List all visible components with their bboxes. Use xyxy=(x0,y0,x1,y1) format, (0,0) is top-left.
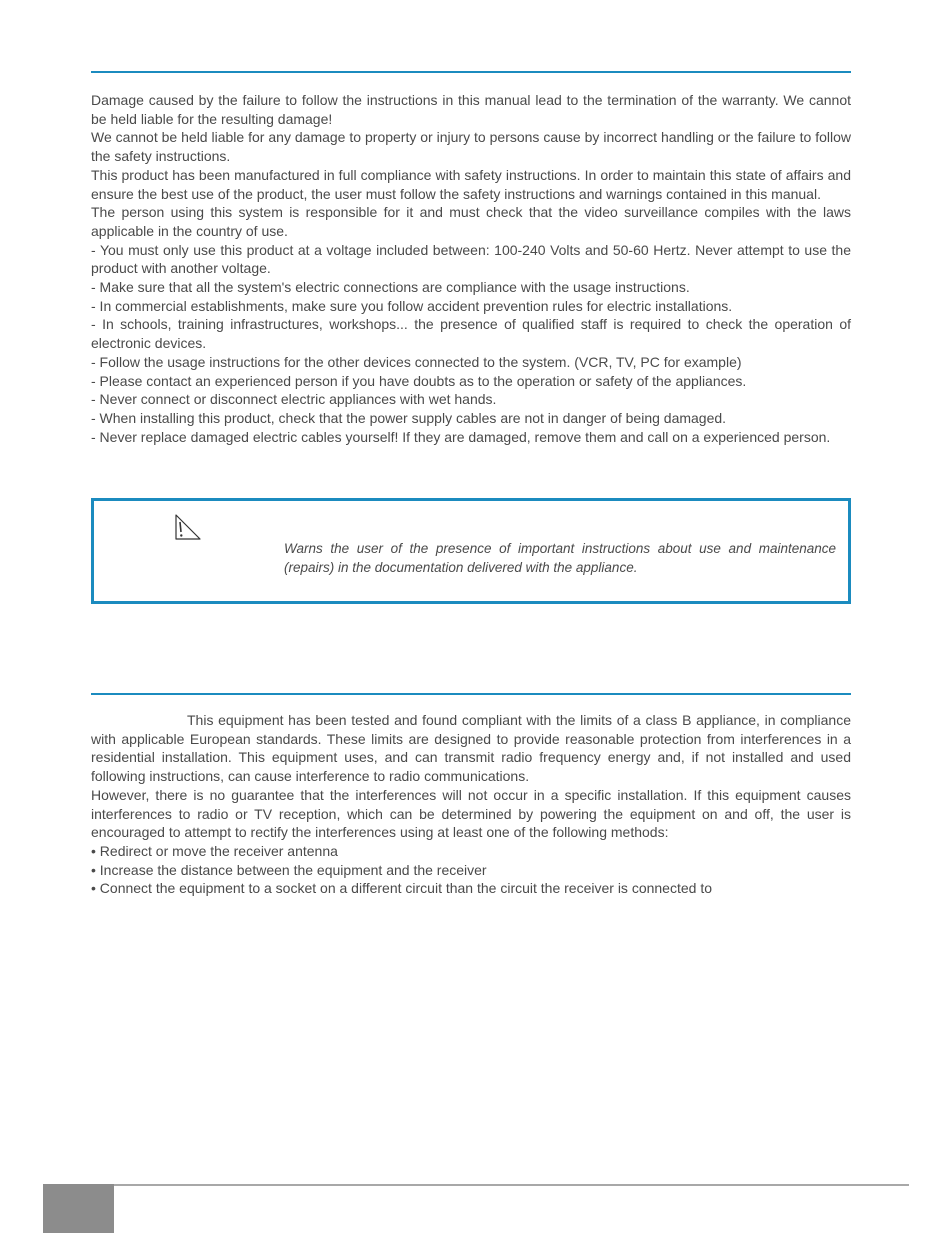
safety-instructions xyxy=(91,91,851,446)
safety-list-item: - Please contact an experienced person if you have doubts as to the operation or safety of the appliances. xyxy=(91,372,747,389)
compliance-list-item: • Redirect or move the receiver antenna xyxy=(91,842,338,859)
safety-paragraph: Damage caused by the failure to follow the instructions in this manual lead to the termination of the warranty. We cannot be held liable for the resulting damage! xyxy=(91,92,851,127)
safety-list-item: - In schools, training infrastructures, workshops... the presence of qualified staff is required to check the operation of electronic devices. xyxy=(91,316,851,352)
warning-box xyxy=(91,498,851,604)
warning-triangle-icon xyxy=(172,513,202,541)
compliance-paragraph xyxy=(91,711,851,786)
safety-paragraph: We cannot be held liable for any damage to property or injury to persons cause by incorrect handling or the failure to follow the safety instructions. xyxy=(91,129,851,165)
safety-list-item: - Follow the usage instructions for the other devices connected to the system. (VCR, TV, PC for example) xyxy=(91,353,742,370)
compliance-text: This equipment has been tested and found compliant with the limits of a class B appliance, in compliance with applicable European standards. These limits are designed to provide reasonable protection from interferences in a residential installation. This equipment uses, and can transmit radio frequency energy and, if not installed and used following instructions, can cause interference to radio communications. xyxy=(91,712,851,785)
section-divider-middle xyxy=(91,693,851,695)
compliance-list-item: • Increase the distance between the equipment and the receiver xyxy=(91,861,487,878)
safety-list-item: - You must only use this product at a voltage included between: 100-240 Volts and 50-60 Hertz. Never attempt to use the product with another voltage. xyxy=(91,241,851,277)
compliance-statement xyxy=(91,711,851,898)
safety-paragraph: The person using this system is responsible for it and must check that the video surveillance compiles with the laws applicable in the country of use. xyxy=(91,204,851,239)
safety-paragraph: This product has been manufactured in full compliance with safety instructions. In order to maintain this state of affairs and ensure the best use of the product, the user must follow the safety instructions and warnings contained in this manual. xyxy=(91,166,851,202)
footer-rule xyxy=(43,1184,909,1186)
compliance-paragraph: However, there is no guarantee that the interferences will not occur in a specific installation. If this equipment causes interferences to radio or TV reception, which can be determined by powering the equipment on and off, the user is encouraged to attempt to rectify the interferences using at least one of the following methods: xyxy=(91,786,851,841)
safety-list-item: - When installing this product, check that the power supply cables are not in danger of being damaged. xyxy=(91,409,727,426)
safety-list-item: - In commercial establishments, make sure you follow accident prevention rules for electric installations. xyxy=(91,297,733,314)
safety-list-item: - Never connect or disconnect electric appliances with wet hands. xyxy=(91,391,497,408)
warning-text: Warns the user of the presence of important instructions about use and maintenance (repairs) in the documentation delivered with the appliance. xyxy=(284,541,836,575)
section-divider-top xyxy=(91,71,851,73)
page-number-tab xyxy=(43,1184,114,1233)
safety-list-item: - Make sure that all the system's electric connections are compliance with the usage instructions. xyxy=(91,279,690,296)
safety-list-item: - Never replace damaged electric cables yourself! If they are damaged, remove them and call on a experienced person. xyxy=(91,428,831,445)
compliance-list-item: • Connect the equipment to a socket on a different circuit than the circuit the receiver is connected to xyxy=(91,880,712,897)
